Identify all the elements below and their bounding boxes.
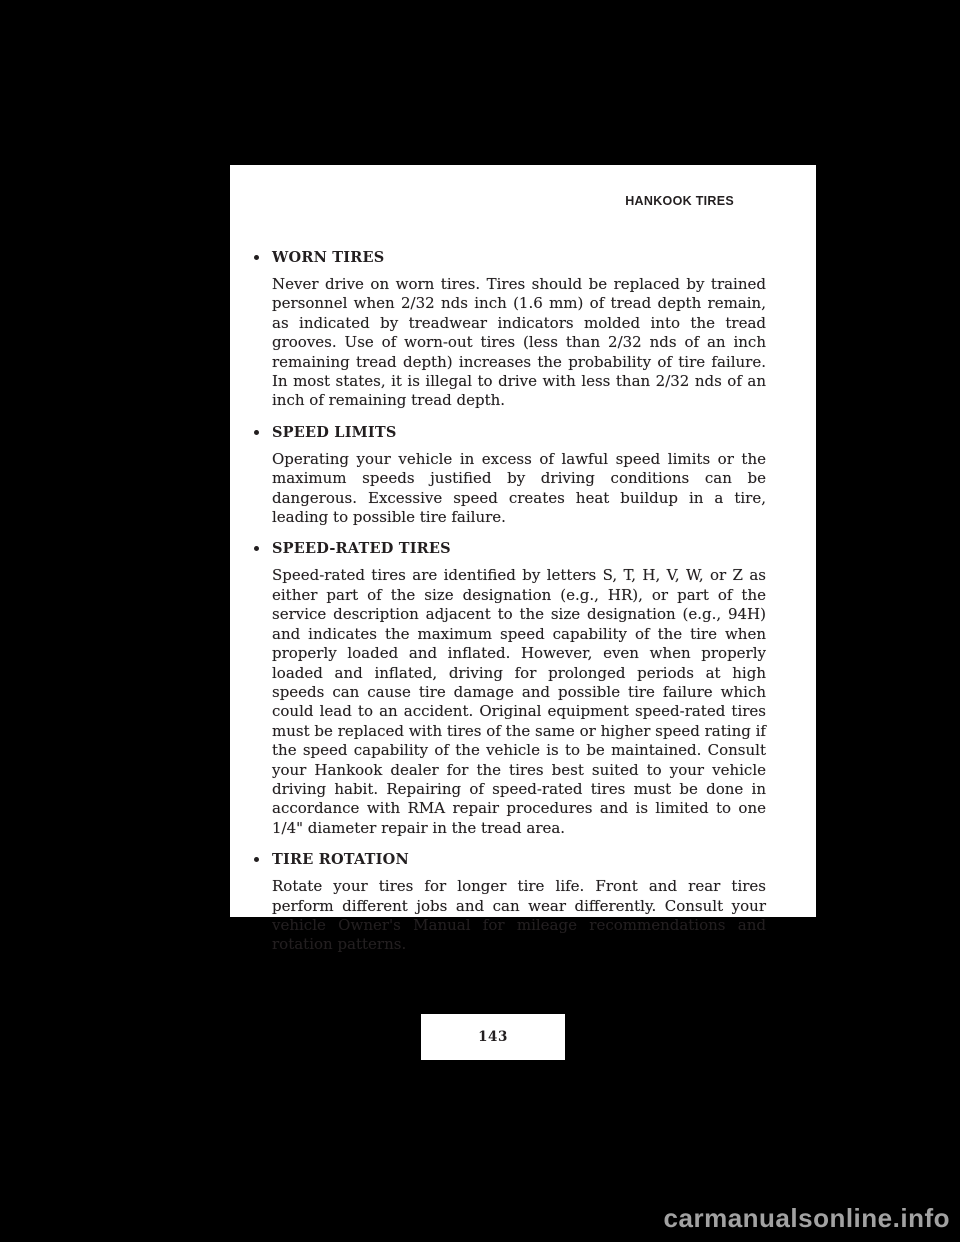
watermark-text: carmanualsonline.info xyxy=(663,1203,950,1233)
section-worn-tires xyxy=(250,249,768,411)
section-title-text: SPEED-RATED TIRES xyxy=(272,540,451,558)
bullet-icon xyxy=(254,857,259,862)
section-body-text: Never drive on worn tires. Tires should be replaced by trained personnel when 2/32 nds inch (1.6 mm) of tread depth remain, as indicated by treadwear indicators molded into the tread grooves. Use of worn-out tires (less than 2/32 nds of an inch remaining tread depth) increases the probability of tire failure. In most states, it is illegal to drive with less than 2/32 nds of an inch of remaining tread depth. xyxy=(272,275,766,410)
bullet-icon xyxy=(254,546,259,551)
manual-page-scan xyxy=(230,165,816,954)
section-title-text: SPEED LIMITS xyxy=(272,423,397,441)
bullet-icon xyxy=(254,255,259,260)
page-content xyxy=(250,249,768,968)
section-title-text: TIRE ROTATION xyxy=(272,851,409,869)
section-title xyxy=(250,851,768,868)
section-title xyxy=(250,249,768,266)
section-speed-rated-tires xyxy=(250,540,768,838)
section-body-text: Speed-rated tires are identified by letters S, T, H, V, W, or Z as either part of the size designation (e.g., HR), or part of the service description adjacent to the size designation (e.g., 94H) and indicates the maximum speed capability of the tire when properly loaded and inflated. However, even when properly loaded and inflated, driving for prolonged periods at high speeds can cause tire damage and possible tire failure which could lead to an accident. Original equipment speed-rated tires must be replaced with tires of the same or higher speed rating if the speed capability of the vehicle is to be maintained. Consult your Hankook dealer for the tires best suited to your vehicle driving habit. Repairing of speed-rated tires must be done in accordance with RMA repair procedures and is limited to one 1/4" diameter repair in the tread area. xyxy=(272,566,766,837)
section-title xyxy=(250,540,768,557)
bullet-icon xyxy=(254,430,259,435)
section-title xyxy=(250,424,768,441)
section-body-text: Rotate your tires for longer tire life. Front and rear tires perform different jobs and can wear differently. Consult your vehicle Owner's Manual for mileage recommendations and rotation patterns. xyxy=(272,877,766,954)
page-number-patch xyxy=(421,1014,565,1060)
running-header: HANKOOK TIRES xyxy=(625,194,734,208)
section-speed-limits xyxy=(250,424,768,528)
page-number: 143 xyxy=(478,1029,508,1045)
section-tire-rotation xyxy=(250,851,768,955)
section-title-text: WORN TIRES xyxy=(272,249,385,266)
section-body-text: Operating your vehicle in excess of lawful speed limits or the maximum speeds justified by driving conditions can be dangerous. Excessive speed creates heat buildup in a tire, leading to possible tire failure. xyxy=(272,449,766,527)
